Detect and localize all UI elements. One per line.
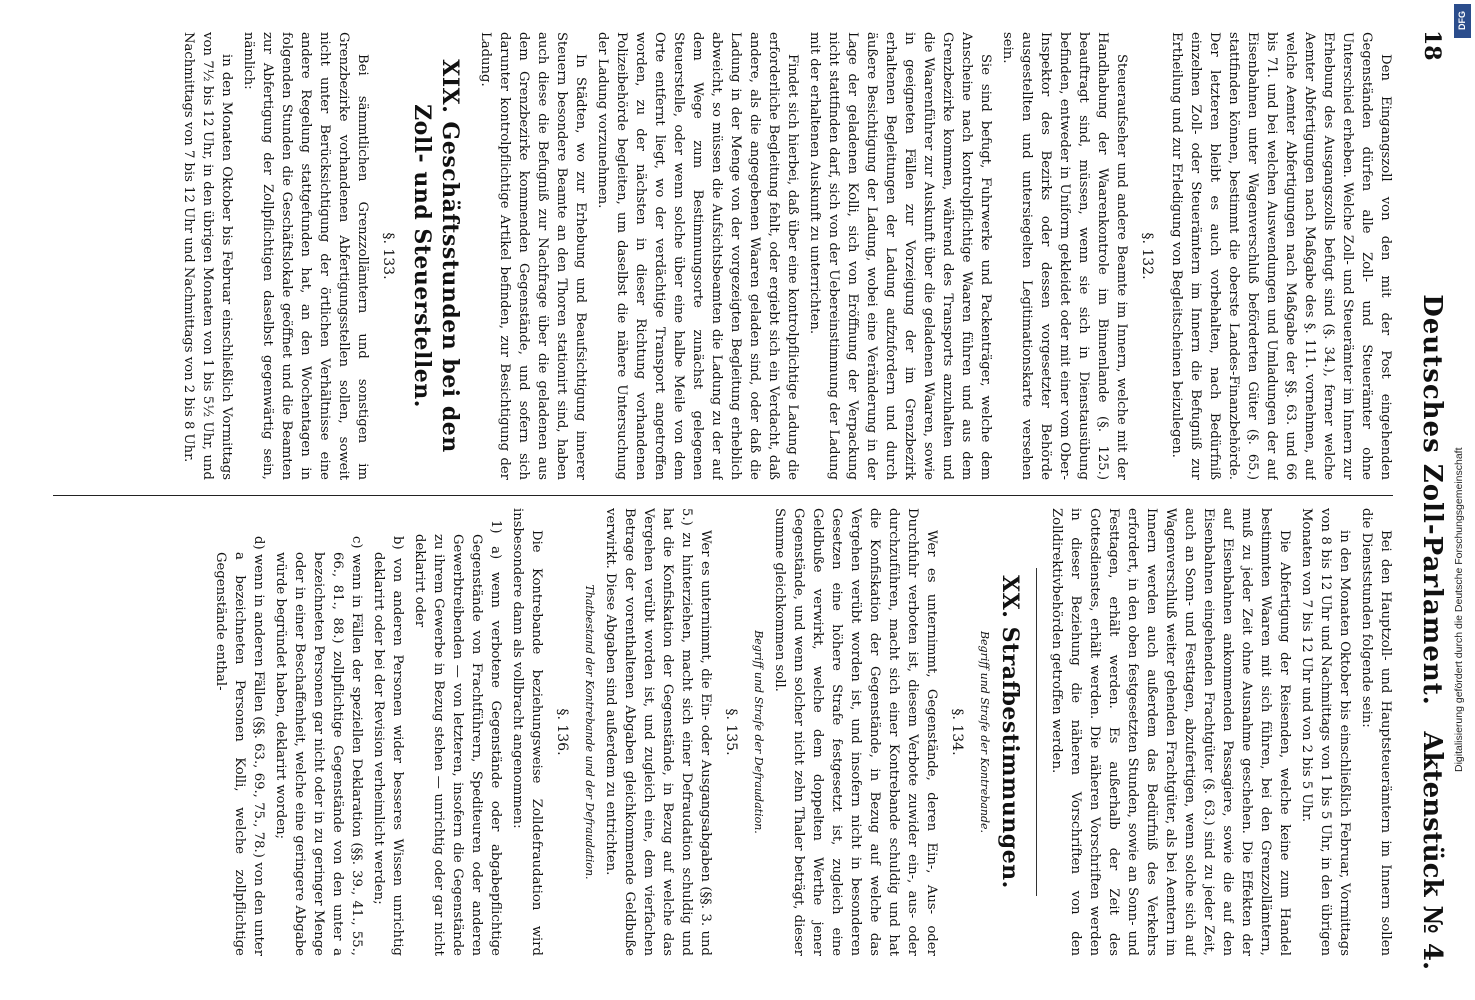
paragraph: Bei den Hauptzoll- und Hauptsteuerämtern im Innern sollen die Dienststunden folgende sein: [1359,508,1393,956]
list-item: b) von anderen Personen wider besseres Wissen unrichtig deklarirt oder bei der Revision verheimlicht werden; [371,536,405,956]
marginal-heading: Begriff und Strafe der Kontrebande. [978,630,991,834]
paragraph: In Städten, wo zur Erhebung und Beaufsichtigung innerer Steuern besondere Beamte an den Thoren stationirt sind, haben auch diese die Befugniß zur Nachfrage über die geladenen aus dem Grenzbezirke kommenden Gegenstände, und sofern sich darunter kontrolpflichtige Artikel befinden, zur Besichtigung der Ladung. [478,32,588,480]
paragraph: Findet sich hierbei, daß über eine kontrolpflichtige Ladung die erforderliche Begleitung fehlt, oder ergiebt sich ein Verdacht, daß andere, als die angegebenen Waaren geladen sind, oder daß die Ladung in der Menge von der vorgezeigten Begleitung erheblich abweicht, so müssen die Aufsichtsbeamten die Ladung zu der auf dem Wege zum Bestimmungsorte zunächst gelegenen Steuerstelle, oder wenn solche über eine halbe Meile von dem Orte entfernt liegt, wo der verdächtige Transport angetroffen worden, zu der nächsten in dieser Richtung vorhandenen Polizeibehörde begleiten, um daselbst die nähere Untersuchung der Ladung vorzunehmen. [595,32,800,480]
page-number: 18 [1419,30,1445,61]
section-number: §. 134. [949,708,965,756]
chapter-heading: XIX. Geschäftsstunden bei den Zoll- und Steuerstellen. [409,59,463,453]
section-number: §. 136. [554,708,570,756]
list-item: c) wenn in Fällen der speziellen Deklaration (§§. 39., 41., 55., 66., 81., 88.) zollpflichtige Gegenstände von den unter a bezeichneten Personen gar nicht oder in zu geringer Menge oder in einer Beschaffenheit, welche eine geringere Abgabe würde begründet haben, deklarirt worden; [273,536,364,956]
paragraph: Wer es unternimmt, die Ein- oder Ausgangsabgaben (§§. 3. und 5.) zu hinterziehen, macht sich einer Defraudation schuldig und hat die Konfiskation der Gegenstände, in Bezug auf welche das Vergehen verübt worden ist, und zugleich eine, dem vierfachen Betrage der vorenthaltenen Abgaben gleichkommende Geldbuße verwirkt. Diese Abgaben sind außerdem zu entrichten. [603,508,713,956]
paragraph: Den Eingangszoll von den mit der Post eingehenden Gegenständen dürfen alle Zoll- und Steuerämter ohne Unterschied erheben. Welche Zoll- und Steuerämter im Innern zur Erhebung des Ausgangszolls befugt sind (§. 34.), ferner welche Aemter Abfertigungen nach Maßgabe des §. 111. vornehmen, auf welche Aemter Abfertigungen nach Maßgabe der §§. 63. und 66 bis 71. und bei welchen Auswendungen und Umladungen der auf Eisenbahnen unter Wagenverschluß beförderten Güter (§. 65.) stattfinden können, bestimmt die oberste Landes-Finanzbehörde. Der letzteren bleibt es auch vorbehalten, nach Bedürfniß einzelnen Zoll- oder Steuerämtern im Innern die Befugniß zur Ertheilung und zur Erledigung von Begleitscheinen beizulegen. [1169,32,1393,480]
paragraph: Steueraufseher und andere Beamte im Innern, welche mit der Handhabung der Waarenkontrole im Binnenlande (§. 125.) beauftragt sind, müssen, wenn sie sich in Dienstausübung befinden, entweder in Uniform gekleidet oder mit einer vom Ober-Inspektor des Bezirks oder dessen vorgesetzter Behörde ausgestellten und untersiegelten Legitimationskarte versehen sein. [1000,32,1129,480]
funding-sidebar [1450,0,1475,1000]
marginal-heading: Begriff und Strafe der Defraudation. [752,630,765,834]
paragraph: Wer es unternimmt, Gegenstände, deren Ein-, Aus- oder Durchfuhr verboten ist, diesem Verbote zuwider ein-, aus- oder durchzuführen, macht sich einer Kontrebande schuldig und hat die Konfiskation der Gegenstände, in Bezug auf welche das Vergehen verübt worden ist, und insofern nicht in besonderen Gesetzen eine höhere Strafe festgesetzt ist, zugleich eine Geldbuße verwirkt, welche dem doppelten Werthe jener Gegenstände, und wenn solcher nicht zehn Thaler beträgt, dieser Summe gleichkommen soll. [772,508,939,956]
document-reference: Aktenstück № 4. [1417,731,1447,970]
running-title: Deutsches Zoll-Parlament. [1417,294,1447,706]
paragraph: Bei sämmtlichen Grenzzollämtern und sonstigen im Grenzbezirke vorhandenen Abfertigungsstellen sollen, soweit nicht unter Berücksichtigung der örtlichen Verhältnisse eine andere Regelung stattgefunden hat, an den Wochentagen in folgenden Stunden die Geschäftslokale geöffnet und die Beamten zur Abfertigung der Zollpflichtigen daselbst gegenwärtig sein, nämlich: [241,32,370,480]
marginal-heading: Thatbestand der Kontrebande und der Defraudation. [583,584,596,880]
paragraph: Die Abfertigung der Reisenden, welche keine zum Handel bestimmten Waaren mit sich führen, bei den Grenzzollämtern, muß zu jeder Zeit ohne Ausnahme geschehen. Die Effekten der auf Eisenbahnen ankommenden Passagiere, sowie die auf den Eisenbahnen eingehenden Frachtgüter (§. 63.) sind zu jeder Zeit, auch an Sonn- und Festtagen, abzufertigen, wenn solche sich auf Wagenverschluß weiter gehenden Frachtgüter, als bei Aemtern im Innern werden auch außerdem das Bedürfniß des Verkehrs erfordert, in den oben festgesetzten Stunden, sowie an Sonn- und Festtagen, erhält werden. Es außerhalb der Zeit des Gottesdienstes, erhält werden. Die näheren Vorschriften werden in dieser Beziehung die näheren Vorschriften von den Zolldirektivbehörden getroffen werden. [1049,508,1292,956]
paragraph: in den Monaten Oktober bis Februar einschließlich Vormittags von 7½ bis 12 Uhr, in den übrigen Monaten von 1 bis 5½ Uhr, und Nachmittags von 7 bis 12 Uhr und Nachmittags von 2 bis 8 Uhr. [181,32,234,480]
section-number: §. 133. [380,232,396,280]
section-number: §. 135. [723,708,739,756]
running-header [1407,30,1455,970]
dfg-logo: DFG [1454,4,1471,38]
paragraph: Die Kontrebande beziehungsweise Zolldefraudation wird insbesondere dann als vollbracht angenommen: [510,508,544,956]
column-divider [53,495,1393,496]
chapter-heading: XX. Strafbestimmungen. [997,575,1023,889]
paragraph: Sie sind befugt, Fuhrwerke und Packenträger, welche dem Anscheine nach kontrolpflichtige Waaren führen und aus dem Grenzbezirke kommen, während des Transports anzuhalten und die Waarenführer zur Auskunft über die geladenen Waaren, sowie in geeigneten Fällen zur Vorzeigung der im Grenzbezirk erhaltenen Begleitungen der Ladung aufzufordern und durch äußere Besichtigung der Ladung, wobei eine Veränderung in der Lage der geladenen Kolli, sich von Eröffnung der Verpackung nicht stattfinden darf, sich von der Uebereinstimmung der Ladung mit der erhaltenen Auskunft zu unterrichten. [807,32,993,480]
left-column [40,32,1395,480]
list-item: d) wenn in anderen Fällen (§§. 63., 69., 75., 78.) von den unter a bezeichneten Personen Kolli, welche zollpflichtige Gegenstände enthal- [213,536,266,956]
paragraph: in den Monaten Oktober bis einschließlich Februar, Vormittags von 8 bis 12 Uhr und Nachmittags von 1 bis 5 Uhr, in den übrigen Monaten von 7 bis 12 Uhr und von 2 bis 5 Uhr. [1299,508,1352,956]
section-rule [1036,568,1037,896]
section-number: §. 132. [1139,232,1155,280]
list-item: 1) a) wenn verbotene Gegenstände oder abgabepflichtige Gegenstände von Frachtführern, Spediteuren oder anderen Gewerbtreibenden — von letzteren, insofern die Gegenstände zu ihrem Gewerbe in Bezug stehen — unrichtig oder gar nicht deklarirt oder [412,520,503,956]
funding-credit: Digitalisierung gefördert durch die Deutsche Forschungsgemeinschaft [1453,447,1465,773]
right-column [40,508,1395,956]
